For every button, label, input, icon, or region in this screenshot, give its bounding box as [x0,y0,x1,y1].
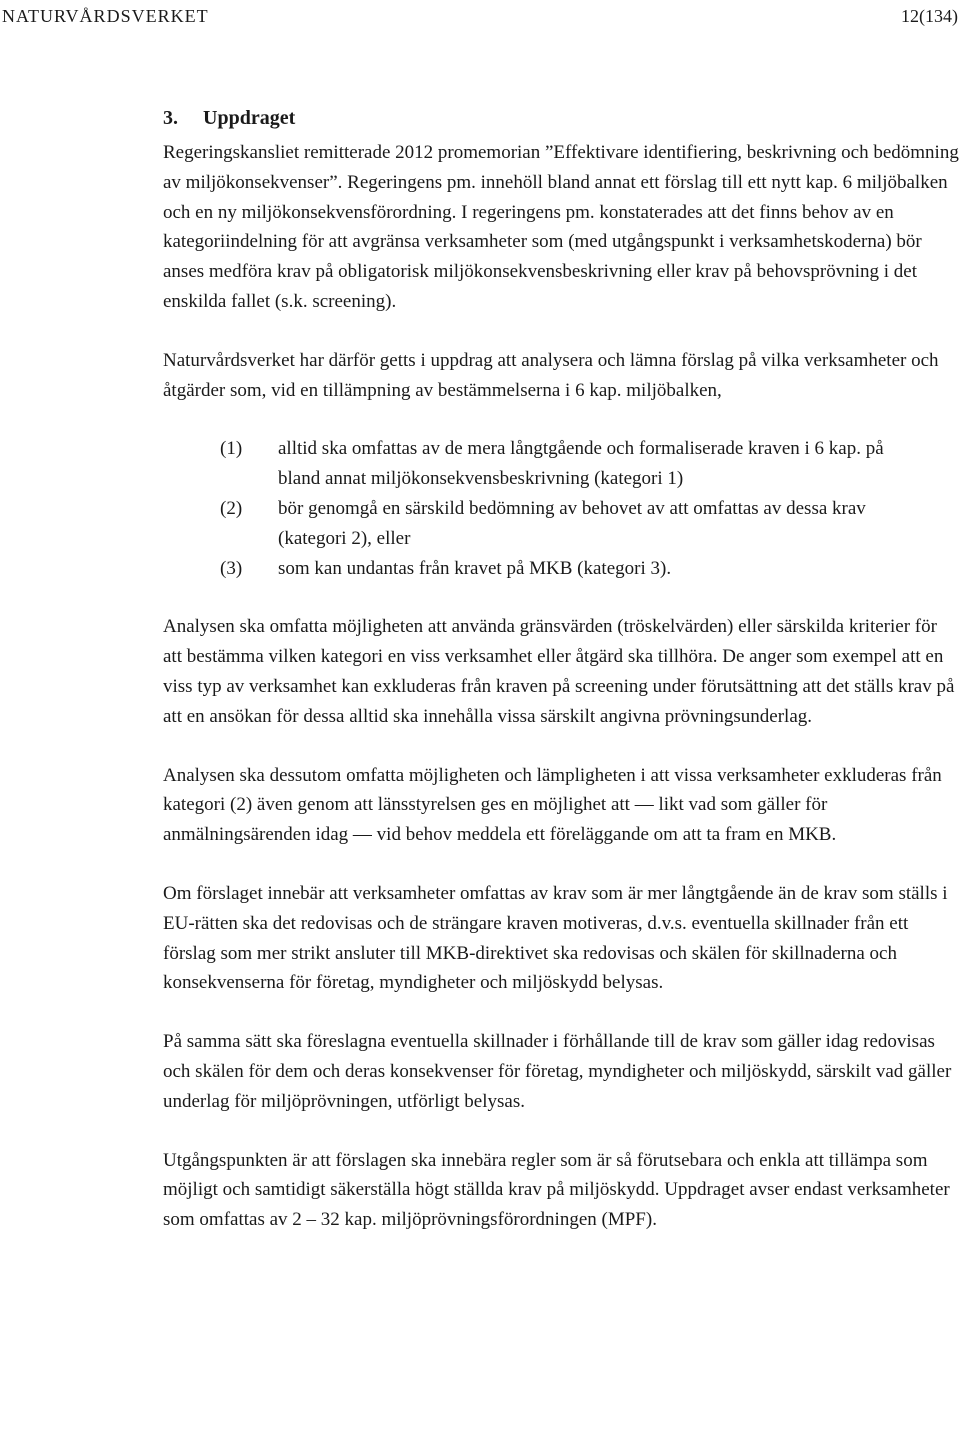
paragraph-assignment: Naturvårdsverket har därför getts i uppdrag att analysera och lämna förslag på vilka verksamheter och åtgärder som, vid en tillämpning av bestämmelserna i 6 kap. miljöbalken, [163,349,939,401]
list-item [220,554,960,584]
list-item-text: som kan undantas från kravet på MKB (kategori 3). [278,557,672,579]
section-heading [163,104,960,133]
list-item [220,434,960,494]
category-list [220,434,960,583]
paragraph-background: Regeringskansliet remitterade 2012 promemorian ”Effektivare identifiering, beskrivning och bedömning av miljökonsekvenser”. Regeringens pm. innehöll bland annat ett förslag till ett nytt kap. 6 miljöbalken och en ny miljökonsekvensförordning. I regeringens pm. konstaterades att det finns behov av en kategoriindelning för att avgränsa verksamheter som (med utgångspunkt i verksamhetskoderna) bör anses medföra krav på obligatorisk miljökonsekvensbeskrivning eller krav på behovsprövning i det enskilda fallet (s.k. screening). [163,142,959,312]
page-header [0,5,960,27]
paragraph-eu-requirements: Om förslaget innebär att verksamheter omfattas av krav som är mer långtgående än de krav som ställs i EU-rätten ska det redovisas och de strängare kraven motiveras, d.v.s. eventuella skillnader från ett förslag som mer strikt ansluter till MKB-direktivet ska redovisas och skälen för skillnaderna och konsekvenserna för företag, myndigheter och miljöskydd belysas. [163,882,948,994]
section-title: Uppdraget [203,107,296,129]
paragraph-starting-point: Utgångspunkten är att förslagen ska innebära regler som är så förutsebara och enkla att tillämpa som möjligt och samtidigt säkerställa högt ställda krav på miljöskydd. Uppdraget avser endast verksamheter som omfattas av 2 – 32 kap. miljöprövningsförordningen (MPF). [163,1149,950,1231]
list-item-number: (2) [220,497,243,519]
list-item [220,494,960,554]
paragraph-current-requirements: På samma sätt ska föreslagna eventuella skillnader i förhållande till de krav som gäller idag redovisas och skälen för dem och deras konsekvenser för företag, myndigheter och miljöskydd, särskilt vad gäller underlag för miljöprövningen, utförligt belysas. [163,1031,952,1112]
document-body [163,104,960,1264]
list-item-text: bör genomgå en särskild bedömning av behovet av att omfattas av dessa krav (kategori 2), eller [278,497,866,549]
paragraph-analysis: Analysen ska omfatta möjligheten att använda gränsvärden (tröskelvärden) eller särskilda kriterier för att bestämma vilken kategori en viss verksamhet eller åtgärd ska tillhöra. De anger som exempel att en viss typ av verksamhet kan exkluderas från kraven på screening under förutsättning att det ställs krav på att en ansökan för dessa alltid ska innehålla vissa särskilt angivna prövningsunderlag. [163,616,955,727]
list-item-number: (3) [220,557,243,579]
section-number: 3. [163,107,178,129]
header-page-number: 12(134) [901,6,958,26]
paragraph-analysis-exclusion: Analysen ska dessutom omfatta möjligheten och lämpligheten i att vissa verksamheter exkluderas från kategori (2) även genom att länsstyrelsen ges en möjlighet att — likt vad som gäller för anmälningsärenden idag — vid behov meddela ett föreläggande om att ta fram en MKB. [163,764,942,846]
list-item-number: (1) [220,438,243,460]
list-item-text: alltid ska omfattas av de mera långtgående och formaliserade kraven i 6 kap. på bland annat miljökonsekvensbeskrivning (kategori 1) [278,438,884,490]
header-organization: NATURVÅRDSVERKET [2,6,209,26]
